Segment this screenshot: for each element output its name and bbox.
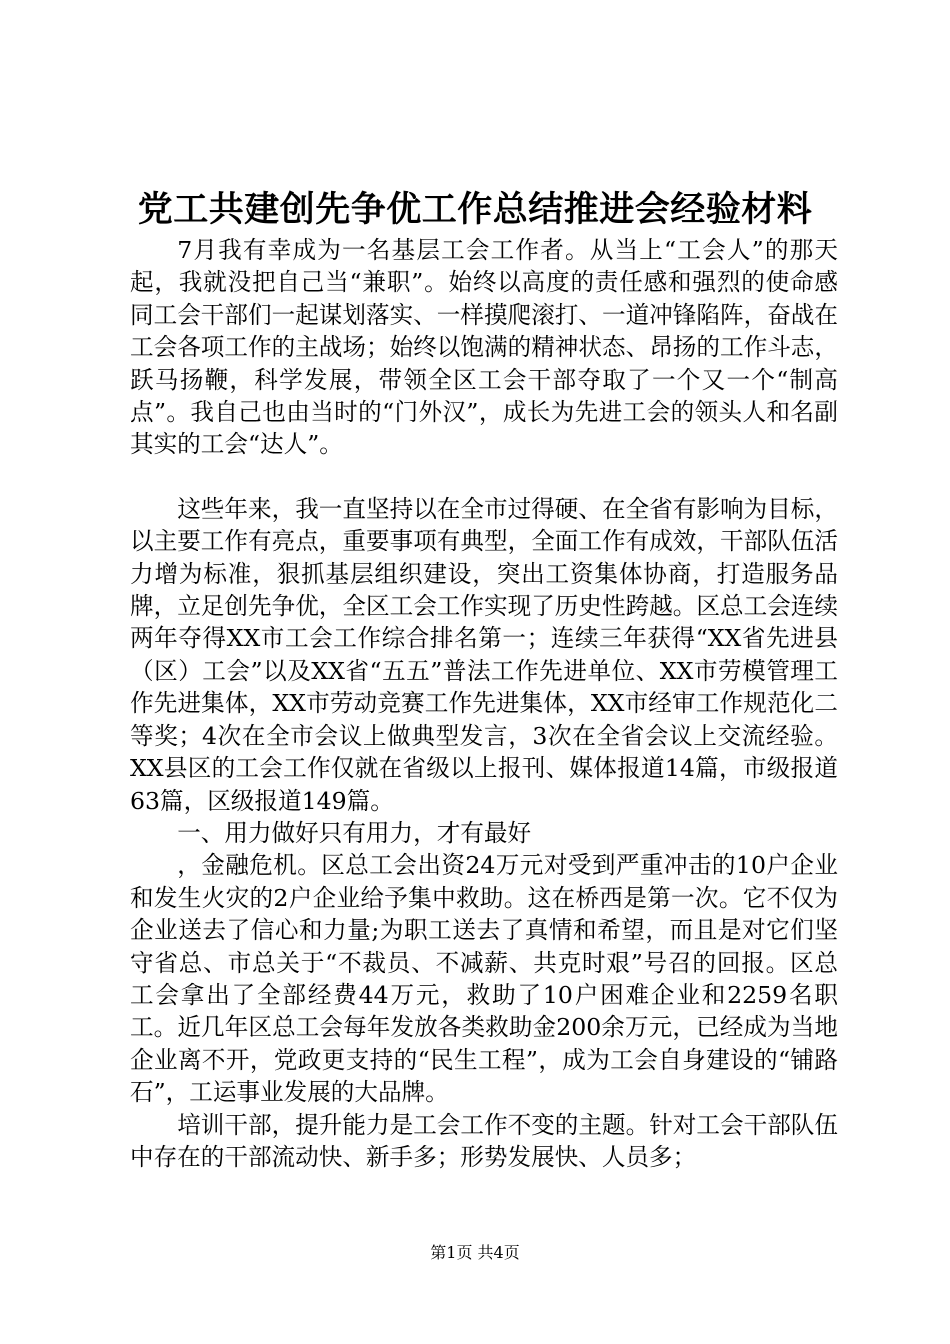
paragraph-intro: 7月我有幸成为一名基层工会工作者。从当上“工会人”的那天起，我就没把自己当“兼职”。始终以高度的责任感和强烈的使命感同工会干部们一起谋划落实、一样摸爬滚打、一道冲锋陷阵，奋战在工会各项工作的主战场；始终以饱满的精神状态、昂扬的工作斗志，跃马扬鞭，科学发展，带领全区工会干部夺取了一个又一个“制高点”。我自己也由当时的“门外汉”，成长为先进工会的领头人和名副其实的工会“达人”。 (130, 236, 838, 459)
section-heading-one: 一、用力做好只有用力，才有最好 (177, 818, 532, 847)
paragraph-training: 培训干部，提升能力是工会工作不变的主题。针对工会干部队伍中存在的干部流动快、新手多；形势发展快、人员多； (130, 1110, 838, 1171)
document-title: 党工共建创先争优工作总结推进会经验材料 (137, 189, 813, 230)
page-number-footer: 第1页 共4页 (430, 1243, 520, 1262)
paragraph-achievements: 这些年来，我一直坚持以在全市过得硬、在全省有影响为目标，以主要工作有亮点，重要事项有典型，全面工作有成效，干部队伍活力增为标准，狠抓基层组织建设，突出工资集体协商，打造服务品牌，立足创先争优，全区工会工作实现了历史性跨越。区总工会连续两年夺得XX市工会工作综合排名第一；连续三年获得“XX省先进县（区）工会”以及XX省“五五”普法工作先进单位、XX市劳模管理工作先进集体，XX市劳动竞赛工作先进集体，XX市经审工作规范化二等奖；4次在全市会议上做典型发言，3次在全省会议上交流经验。XX县区的工会工作仅就在省级以上报刊、媒体报道14篇，市级报道63篇，区级报道149篇。 (130, 494, 838, 815)
document-body (130, 234, 838, 1173)
paragraph-financial-crisis: ，金融危机。区总工会出资24万元对受到严重冲击的10户企业和发生火灾的2户企业给予集中救助。这在桥西是第一次。它不仅为企业送去了信心和力量;为职工送去了真情和希望，而且是对它们坚守省总、市总关于“不裁员、不减薪、共克时艰”号召的回报。区总工会拿出了全部经费44万元，救助了10户困难企业和2259名职工。近几年区总工会每年发放各类救助金200余万元，已经成为当地企业离不开，党政更支持的“民生工程”，成为工会自身建设的“铺路石”，工运事业发展的大品牌。 (130, 851, 838, 1107)
